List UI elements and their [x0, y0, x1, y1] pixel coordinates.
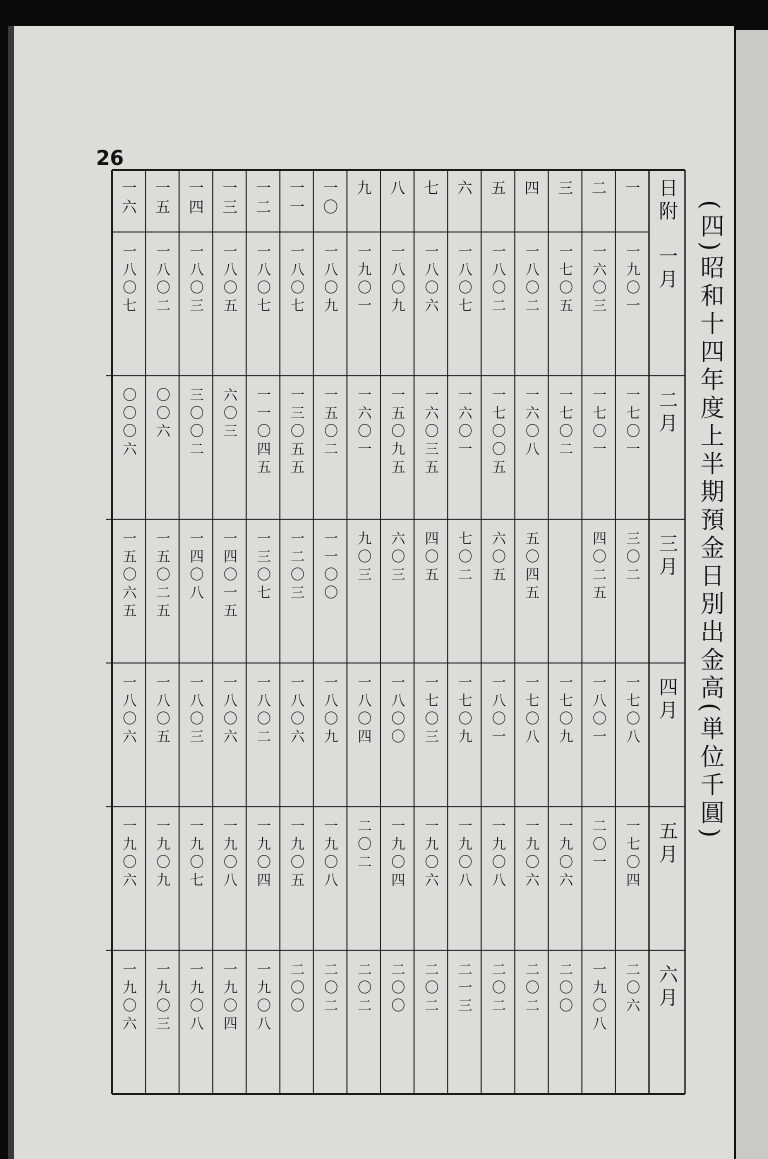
day-header: 一五 [153, 180, 172, 218]
table-cell: 一八〇三 [187, 244, 204, 316]
table-cell: 一八〇三 [187, 675, 204, 747]
table-cell: 六〇三 [389, 531, 406, 586]
day-header: 九 [354, 180, 373, 199]
table-cell: 一七〇五 [557, 244, 574, 316]
table-cell: 二〇二 [355, 962, 372, 1017]
page-number: 26 [96, 146, 124, 170]
table-cell: 一七〇一 [624, 387, 641, 460]
table-cell: 一九〇五 [288, 818, 305, 891]
month-label: 三月 [656, 533, 678, 580]
table-cell: 一八〇〇 [389, 675, 406, 747]
table-cell: 一五〇九五 [389, 387, 406, 478]
day-header: 一六 [119, 180, 138, 218]
table-cell: 五〇四五 [523, 531, 540, 604]
table-cell: 二〇二 [322, 962, 339, 1017]
table-cell: 二〇二 [355, 818, 372, 873]
table-cell: 一一〇〇 [322, 531, 339, 604]
table-cell: 一六〇一 [355, 387, 372, 460]
day-header: 一〇 [321, 180, 340, 218]
table-cell: 一九〇八 [590, 962, 607, 1035]
table-cell: 三〇二 [624, 531, 641, 586]
table-cell: 九〇三 [355, 531, 372, 586]
table-title: (四)昭和十四年度上半期預金日別出金高(単位千圓) [696, 200, 724, 842]
table-cell: 一九〇四 [389, 818, 406, 891]
table-cell: 一三〇五五 [288, 387, 305, 478]
table-cell: 七〇二 [456, 531, 473, 586]
table-cell: 二〇一 [590, 818, 607, 873]
table-cell: 一九〇四 [255, 818, 272, 891]
table-cell: 一六〇三 [590, 244, 607, 316]
day-header: 八 [388, 180, 407, 199]
table-cell: 一八〇五 [154, 675, 171, 747]
table-cell: 一七〇一 [590, 387, 607, 460]
table-cell: 一九〇七 [187, 818, 204, 891]
table-cell: 一八〇六 [221, 675, 238, 747]
table-cell: 一九〇六 [557, 818, 574, 891]
table-cell: 一八〇七 [456, 244, 473, 316]
table-cell: 二〇二 [523, 962, 540, 1017]
table-cell: 三〇〇二 [187, 387, 204, 460]
table-cell: 一八〇五 [221, 244, 238, 316]
table-cell: 一八〇七 [288, 244, 305, 316]
table-cell: 一九〇八 [489, 818, 506, 891]
table-cell: 一九〇六 [422, 818, 439, 891]
table-cell: 一七〇〇五 [489, 387, 506, 478]
table-cell: 一九〇六 [120, 962, 137, 1035]
table-cell: 一九〇九 [154, 818, 171, 891]
day-header: 一三 [220, 180, 239, 218]
corner-header: 日附 [656, 178, 678, 224]
table-cell: 一三〇七 [255, 531, 272, 604]
day-header: 七 [421, 180, 440, 199]
month-label: 五月 [656, 820, 678, 867]
table-cell: 一八〇二 [154, 244, 171, 316]
table-cell: 二〇二 [422, 962, 439, 1017]
table-cell: 一九〇八 [187, 962, 204, 1035]
table-cell: 一四〇八 [187, 531, 204, 604]
table-cell: 〇〇〇六 [120, 387, 137, 460]
table-cell: 一七〇九 [456, 675, 473, 747]
table-cell: 一五〇二 [322, 387, 339, 460]
day-header: 二 [589, 180, 608, 199]
table-cell: 一八〇七 [120, 244, 137, 316]
day-header: 一一 [287, 180, 306, 218]
table-cell: 一九〇八 [322, 818, 339, 891]
table-cell: 一九〇一 [355, 244, 372, 316]
table-cell: 一八〇二 [523, 244, 540, 316]
table-cell: 一五〇二五 [154, 531, 171, 622]
table-cell: 一六〇三五 [422, 387, 439, 478]
month-label: 六月 [656, 964, 678, 1011]
table-cell: 一四〇一五 [221, 531, 238, 622]
table-cell: 一八〇九 [322, 244, 339, 316]
day-header: 六 [455, 180, 474, 199]
table-cell: 二〇〇 [389, 962, 406, 1017]
table-cell: 一八〇九 [389, 244, 406, 316]
table-cell: 一九〇一 [624, 244, 641, 316]
table-cell: 〇〇六 [154, 387, 171, 442]
table-cell: 一六〇一 [456, 387, 473, 460]
day-header: 四 [522, 180, 541, 199]
table-cell: 一九〇八 [255, 962, 272, 1035]
table-cell: 二〇六 [624, 962, 641, 1017]
month-label: 二月 [656, 389, 678, 436]
day-header: 一二 [254, 180, 273, 218]
table-cell: 一九〇六 [523, 818, 540, 891]
table-cell: 一五〇六五 [120, 531, 137, 622]
table-cell: 一二〇三 [288, 531, 305, 604]
table-cell: 一八〇六 [288, 675, 305, 747]
table-cell: 一八〇一 [489, 675, 506, 747]
day-header: 一 [623, 180, 642, 199]
day-header: 三 [556, 180, 575, 199]
table-cell: 二〇〇 [288, 962, 305, 1017]
day-header: 五 [488, 180, 507, 199]
table-cell: 四〇二五 [590, 531, 607, 604]
table-cell: 六〇五 [489, 531, 506, 586]
month-label: 一月 [656, 246, 678, 292]
table-cell: 一八〇一 [590, 675, 607, 747]
table-cell: 一九〇四 [221, 962, 238, 1035]
table-cell: 一九〇八 [456, 818, 473, 891]
table-cell: 一六〇八 [523, 387, 540, 460]
table-cell: 一八〇六 [422, 244, 439, 316]
table-cell: 一七〇八 [523, 675, 540, 747]
table-cell: 一七〇四 [624, 818, 641, 891]
table-cell: 二〇〇 [557, 962, 574, 1017]
table-cell: 一九〇八 [221, 818, 238, 891]
table-cell: 一八〇九 [322, 675, 339, 747]
table-cell: 一七〇三 [422, 675, 439, 747]
table-cell: 一八〇二 [489, 244, 506, 316]
table-cell: 一七〇九 [557, 675, 574, 747]
table-cell: 二〇二 [489, 962, 506, 1017]
month-label: 四月 [656, 677, 678, 723]
table-cell: 一七〇二 [557, 387, 574, 460]
table-cell: 一九〇三 [154, 962, 171, 1035]
table-cell: 一八〇七 [255, 244, 272, 316]
table-cell: 一一〇四五 [255, 387, 272, 478]
table-cell: 四〇五 [422, 531, 439, 586]
table-cell: 一八〇四 [355, 675, 372, 747]
day-header: 一四 [186, 180, 205, 218]
table-cell: 一八〇六 [120, 675, 137, 747]
table-cell: 一九〇六 [120, 818, 137, 891]
table-cell: 一八〇二 [255, 675, 272, 747]
table-cell: 二一三 [456, 962, 473, 1017]
table-cell: 六〇三 [221, 387, 238, 442]
table-cell: 一七〇八 [624, 675, 641, 747]
